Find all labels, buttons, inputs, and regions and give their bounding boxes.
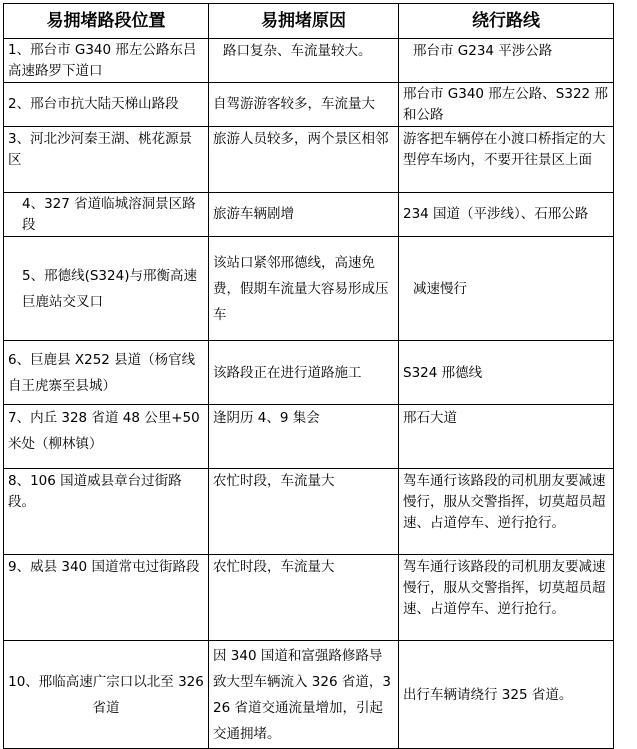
cell-cause: 路口复杂、车流量较大。 (209, 39, 399, 83)
cell-cause: 该站口紧邻邢德线，高速免费，假期车流量大容易形成压车 (209, 237, 399, 341)
cell-location: 8、106 国道威县章台过街路段。 (4, 469, 209, 555)
cell-cause: 旅游人员较多，两个景区相邻 (209, 127, 399, 193)
table-row (4, 641, 614, 749)
cell-location: 2、邢台市抗大陆天梯山路段 (4, 83, 209, 127)
cell-location: 1、邢台市 G340 邢左公路东吕高速路罗下道口 (4, 39, 209, 83)
cell-location: 6、巨鹿县 X252 县道（杨官线自王虎寨至县城） (4, 341, 209, 405)
table-row (4, 237, 614, 341)
header-location: 易拥堵路段位置 (4, 4, 209, 39)
table-row (4, 127, 614, 193)
cell-cause: 农忙时段，车流量大 (209, 469, 399, 555)
congestion-table (3, 3, 614, 749)
table-row (4, 555, 614, 641)
cell-location: 5、邢德线(S324)与邢衡高速巨鹿站交叉口 (4, 237, 209, 341)
table-row (4, 83, 614, 127)
cell-cause: 因 340 国道和富强路修路导致大型车辆流入 326 省道，326 省道交通流量增加，引起交通拥堵。 (209, 641, 399, 749)
cell-location: 9、威县 340 国道常屯过街路段 (4, 555, 209, 641)
table-row (4, 405, 614, 469)
cell-detour: 减速慢行 (399, 237, 614, 341)
cell-cause: 该路段正在进行道路施工 (209, 341, 399, 405)
cell-detour: 邢石大道 (399, 405, 614, 469)
cell-detour: 234 国道（平涉线）、石邢公路 (399, 193, 614, 237)
table-row (4, 193, 614, 237)
cell-detour: 驾车通行该路段的司机朋友要减速慢行，服从交警指挥，切莫超员超速、占道停车、逆行抢行。 (399, 555, 614, 641)
table-row (4, 469, 614, 555)
cell-detour: 游客把车辆停在小渡口桥指定的大型停车场内，不要开往景区上面 (399, 127, 614, 193)
table-row (4, 39, 614, 83)
cell-location: 4、327 省道临城溶洞景区路段 (4, 193, 209, 237)
cell-location: 7、内丘 328 省道 48 公里+50 米处（柳林镇） (4, 405, 209, 469)
table-header-row (4, 4, 614, 39)
table-row (4, 341, 614, 405)
header-detour: 绕行路线 (399, 4, 614, 39)
cell-cause: 农忙时段，车流量大 (209, 555, 399, 641)
cell-detour: S324 邢德线 (399, 341, 614, 405)
cell-cause: 自驾游游客较多，车流量大 (209, 83, 399, 127)
cell-cause: 逢阴历 4、9 集会 (209, 405, 399, 469)
cell-detour: 出行车辆请绕行 325 省道。 (399, 641, 614, 749)
cell-detour: 驾车通行该路段的司机朋友要减速慢行，服从交警指挥，切莫超员超速、占道停车、逆行抢行。 (399, 469, 614, 555)
cell-detour: 邢台市 G234 平涉公路 (399, 39, 614, 83)
cell-cause: 旅游车辆剧增 (209, 193, 399, 237)
cell-location: 3、河北沙河秦王湖、桃花源景区 (4, 127, 209, 193)
cell-detour: 邢台市 G340 邢左公路、S322 邢和公路 (399, 83, 614, 127)
cell-location: 10、邢临高速广宗口以北至 326 省道 (4, 641, 209, 749)
header-cause: 易拥堵原因 (209, 4, 399, 39)
